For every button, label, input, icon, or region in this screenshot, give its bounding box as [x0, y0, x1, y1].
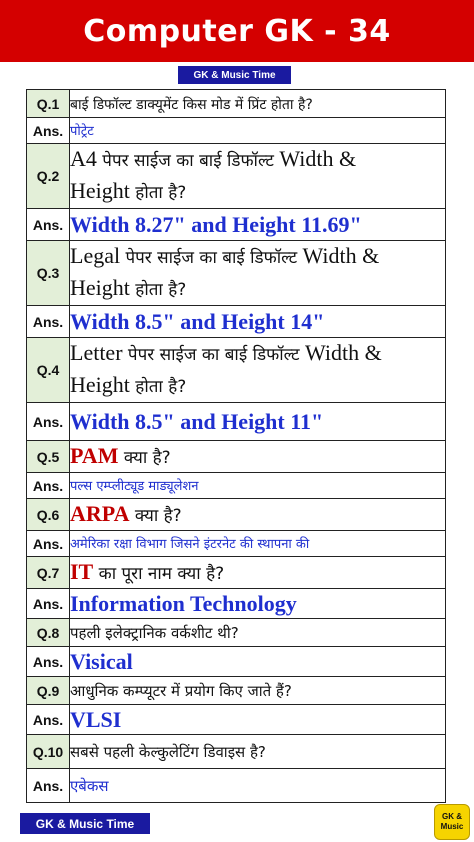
- answer-text: Visical: [70, 648, 133, 674]
- table-row: [27, 403, 446, 441]
- row-label: Q.9: [27, 677, 70, 705]
- answer-text: Information Technology: [70, 590, 297, 616]
- table-row: [27, 473, 446, 499]
- table-row: [27, 209, 446, 241]
- row-label: Ans.: [27, 306, 70, 338]
- question-text: Letter पेपर साईज का बाई डिफॉल्ट Width &: [70, 340, 382, 365]
- table-row: [27, 118, 446, 144]
- page-title: Computer GK - 34: [83, 13, 391, 49]
- row-label: Ans.: [27, 209, 70, 241]
- table-row: [27, 705, 446, 735]
- row-label: Q.2: [27, 144, 70, 209]
- channel-logo: GK & Music: [434, 804, 470, 840]
- row-label: Q.4: [27, 338, 70, 403]
- brand-badge-footer: GK & Music Time: [20, 813, 150, 834]
- row-label: Q.5: [27, 441, 70, 473]
- row-label: Ans.: [27, 589, 70, 619]
- answer-text: Width 8.5" and Height 14": [70, 308, 325, 334]
- answer-text: पल्स एम्प्लीट्यूड माड्यूलेशन: [70, 479, 199, 494]
- question-text: PAM क्या है?: [70, 442, 171, 468]
- header-banner: [0, 0, 474, 62]
- table-row: [27, 647, 446, 677]
- answer-text: अमेरिका रक्षा विभाग जिसने इंटरनेट की स्थापना की: [70, 537, 310, 552]
- table-row: [27, 557, 446, 589]
- row-label: Q.6: [27, 499, 70, 531]
- answer-text: Width 8.5" and Height 11": [70, 408, 324, 434]
- question-text: बाई डिफॉल्ट डाक्यूमेंट किस मोड में प्रिंट होता है?: [70, 96, 313, 113]
- table-row: [27, 531, 446, 557]
- qa-table: [26, 89, 446, 803]
- row-label: Q.10: [27, 735, 70, 769]
- table-row: [27, 735, 446, 769]
- question-text: ARPA क्या है?: [70, 500, 182, 526]
- row-label: Ans.: [27, 647, 70, 677]
- question-text: A4 पेपर साईज का बाई डिफॉल्ट Width &: [70, 146, 357, 171]
- table-row: [27, 589, 446, 619]
- table-row: [27, 306, 446, 338]
- row-label: Ans.: [27, 403, 70, 441]
- question-text: IT का पूरा नाम क्या है?: [70, 558, 225, 584]
- answer-text: पोट्रेट: [70, 124, 94, 139]
- table-row: [27, 499, 446, 531]
- question-text: आधुनिक कम्प्यूटर में प्रयोग किए जाते हैं?: [70, 682, 292, 700]
- row-label: Ans.: [27, 118, 70, 144]
- table-row: [27, 769, 446, 803]
- table-row: [27, 677, 446, 705]
- table-row: [27, 90, 446, 118]
- table-row: Q.2 A4 पेपर साईज का बाई डिफॉल्ट Width & Height होता है?: [27, 144, 446, 209]
- row-label: Ans.: [27, 473, 70, 499]
- row-label: Q.3: [27, 241, 70, 306]
- answer-text: VLSI: [70, 706, 122, 732]
- table-row: Q.3 Legal पेपर साईज का बाई डिफॉल्ट Width & Height होता है?: [27, 241, 446, 306]
- answer-text: एबेकस: [70, 777, 109, 795]
- row-label: Q.7: [27, 557, 70, 589]
- row-label: Ans.: [27, 769, 70, 803]
- row-label: Ans.: [27, 705, 70, 735]
- table-row: Q.4 Letter पेपर साईज का बाई डिफॉल्ट Width & Height होता है?: [27, 338, 446, 403]
- question-text: Legal पेपर साईज का बाई डिफॉल्ट Width &: [70, 243, 380, 268]
- brand-badge-top: GK & Music Time: [178, 66, 291, 84]
- row-label: Q.1: [27, 90, 70, 118]
- table-row: [27, 441, 446, 473]
- question-text: पहली इलेक्ट्रानिक वर्कशीट थी?: [70, 624, 239, 642]
- answer-text: Width 8.27" and Height 11.69": [70, 211, 362, 237]
- question-text: सबसे पहली केल्कुलेटिंग डिवाइस है?: [70, 743, 266, 761]
- row-label: Q.8: [27, 619, 70, 647]
- row-label: Ans.: [27, 531, 70, 557]
- table-row: [27, 619, 446, 647]
